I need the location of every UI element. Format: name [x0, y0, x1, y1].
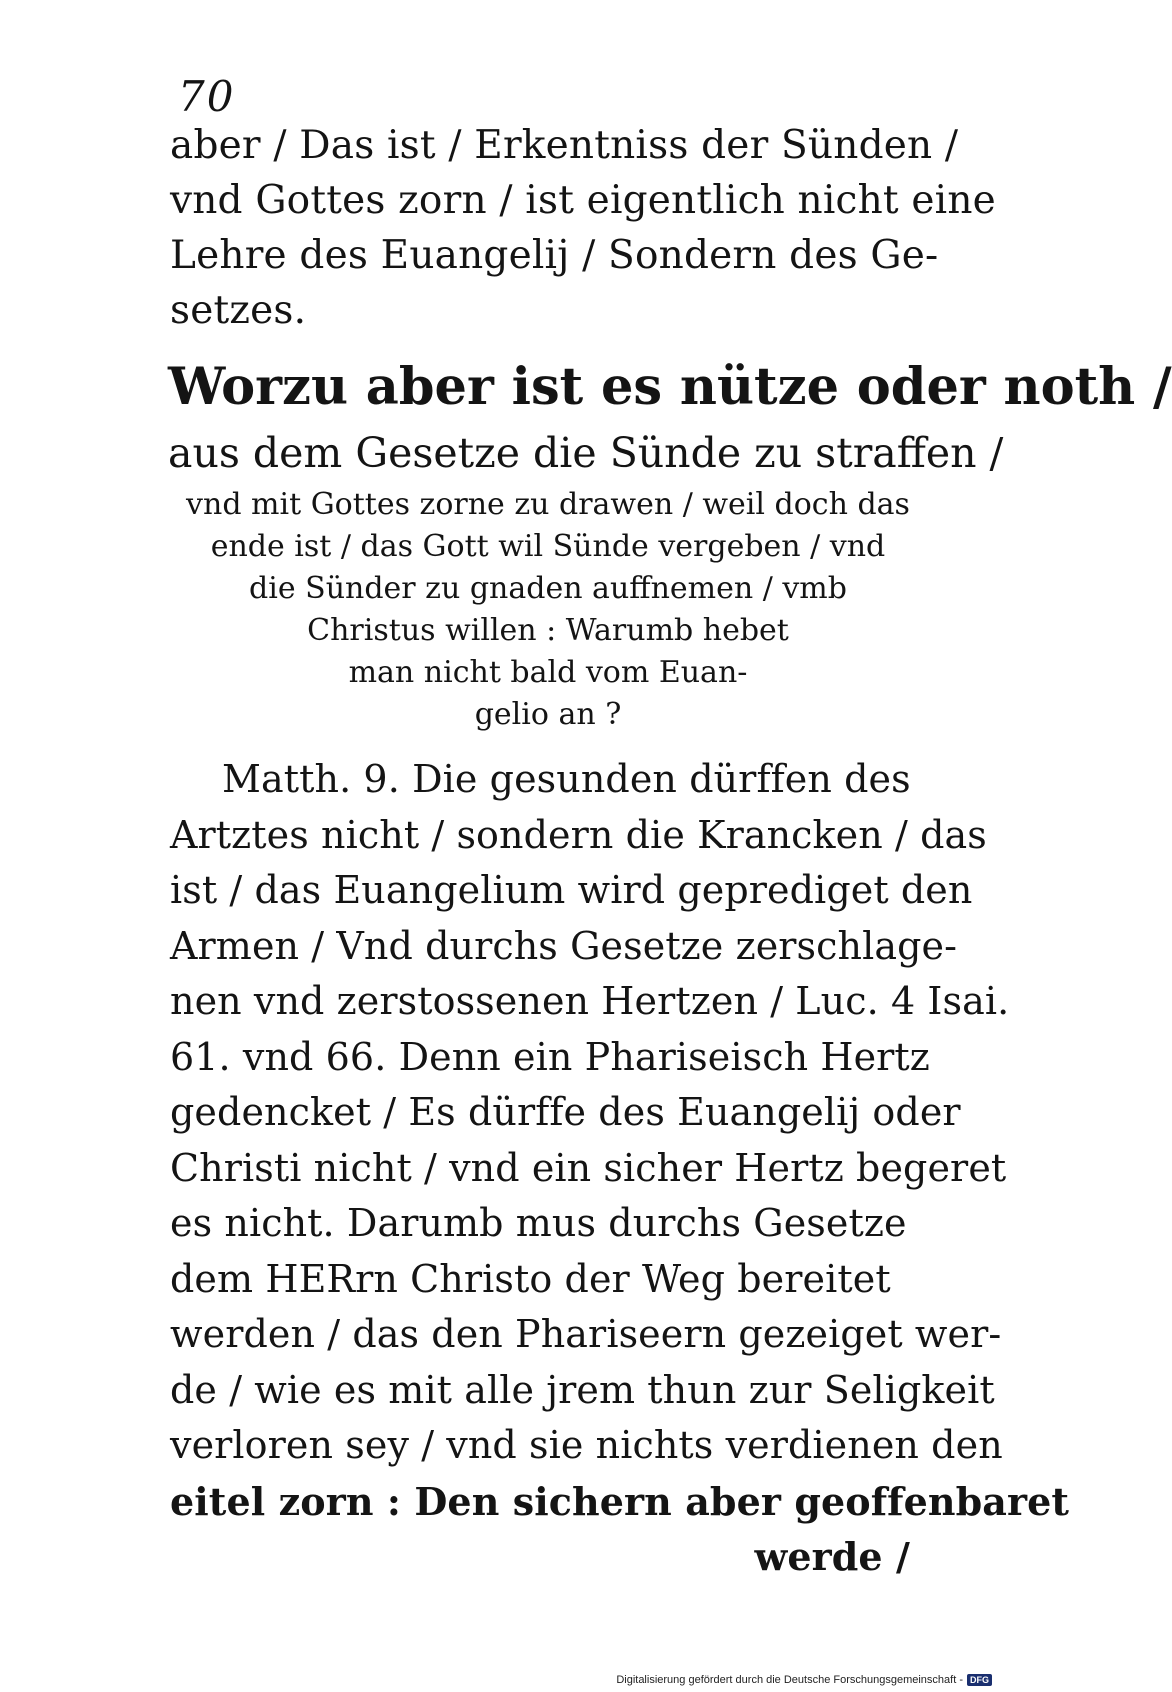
intro-paragraph [170, 118, 996, 338]
dfg-logo: DFG [967, 1674, 992, 1686]
text-line: Christi nicht / vnd ein sicher Hertz begeret [170, 1145, 1007, 1190]
text-line: Armen / Vnd durchs Gesetze zerschlage- [170, 923, 958, 968]
text-line: 61. vnd 66. Denn ein Phariseisch Hertz [170, 1034, 930, 1079]
heading-line: aus dem Gesetze die Sünde zu straffen / [168, 429, 1004, 477]
heading-line: Worzu aber ist es nütze oder noth / [168, 357, 1172, 417]
text-line: nen vnd zerstossenen Hertzen / Luc. 4 Isai. [170, 979, 1010, 1023]
text-line: es nicht. Darumb mus durchs Gesetze [170, 1201, 907, 1245]
heading-line: man nicht bald vom Euan- [348, 655, 748, 690]
text-line: Artztes nicht / sondern die Krancken / das [170, 812, 987, 857]
heading-line: Christus willen : Warumb hebet [307, 613, 789, 648]
footer-text: Digitalisierung gefördert durch die Deutsche Forschungsgemeinschaft - [616, 1674, 963, 1686]
text-line: aber / Das ist / Erkentniss der Sünden / [170, 123, 959, 168]
text-line: werden / das den Phariseern gezeiget wer- [170, 1312, 1002, 1356]
text-line: dem HERrn Christo der Weg bereitet [170, 1256, 891, 1301]
text-line: gedencket / Es dürffe des Euangelij oder [170, 1090, 961, 1134]
heading-line: gelio an ? [474, 697, 622, 732]
page-number: 70 [178, 72, 236, 121]
heading-line: die Sünder zu gnaden auffnemen / vmb [249, 571, 847, 606]
text-line: setzes. [170, 288, 307, 333]
text-line: Lehre des Euangelij / Sondern des Ge- [170, 233, 939, 278]
catchword-line: werde / [754, 1534, 910, 1579]
text-line: de / wie es mit alle jrem thun zur Seligkeit [170, 1367, 995, 1412]
text-line: eitel zorn : Den sichern aber geoffenbaret [170, 1478, 1070, 1524]
question-heading [168, 352, 1172, 736]
heading-line: ende ist / das Gott wil Sünde vergeben / vnd [210, 529, 886, 564]
text-line: ist / das Euangelium wird geprediget den [170, 868, 973, 912]
heading-line: vnd mit Gottes zorne zu drawen / weil doch das [186, 487, 910, 522]
text-line: vnd Gottes zorn / ist eigentlich nicht eine [170, 178, 996, 223]
text-line: verloren sey / vnd sie nichts verdienen den [170, 1423, 1003, 1467]
digitization-footer [616, 1674, 992, 1686]
answer-paragraph [170, 752, 1070, 1585]
text-line: Matth. 9. Die gesunden dürffen des [222, 757, 911, 801]
